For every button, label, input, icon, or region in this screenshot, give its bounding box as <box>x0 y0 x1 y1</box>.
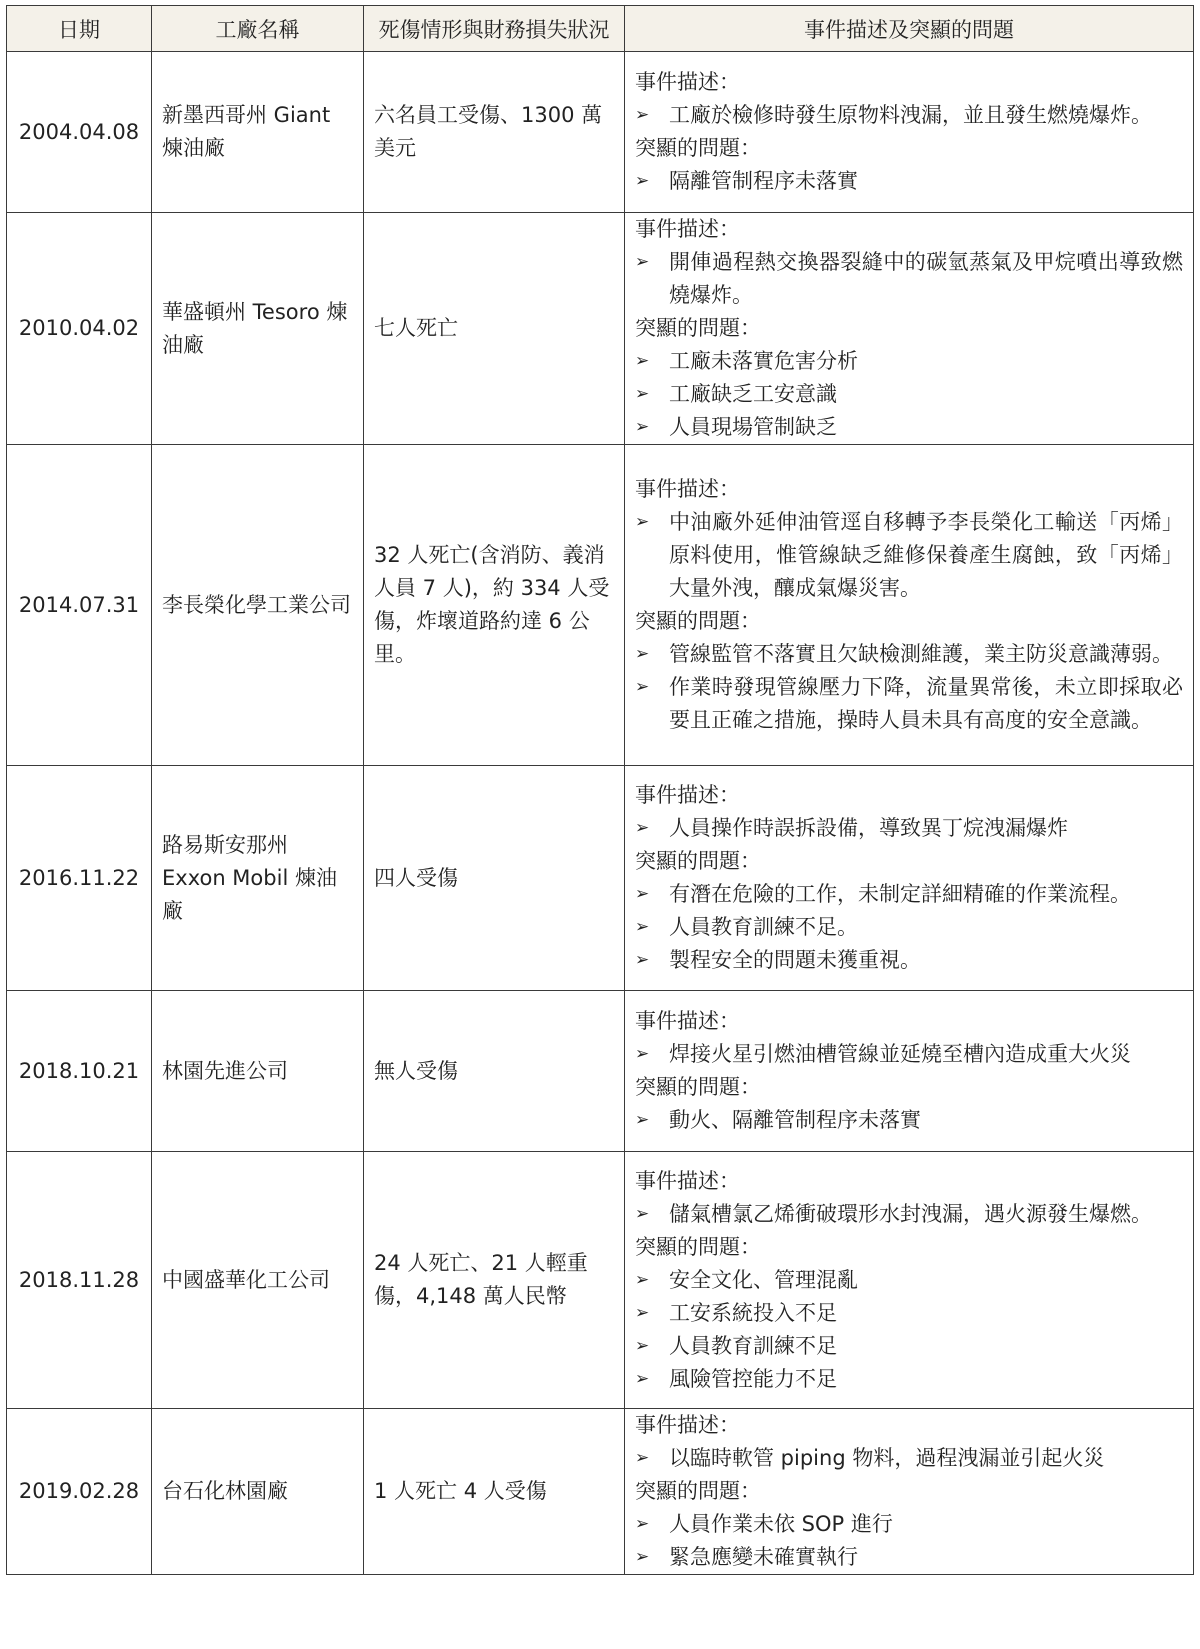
table-row <box>7 445 1194 766</box>
issue-item <box>635 638 1183 671</box>
arrow-bullet-icon: ➢ <box>635 917 650 937</box>
issues-label: 突顯的問題： <box>635 1234 761 1259</box>
arrow-bullet-icon: ➢ <box>635 417 650 437</box>
factory-cell: 路易斯安那州 Exxon Mobil 煉油廠 <box>152 766 364 991</box>
arrow-bullet-icon: ➢ <box>635 644 650 664</box>
factory-cell: 新墨西哥州 Giant 煉油廠 <box>152 52 364 213</box>
arrow-bullet-icon: ➢ <box>635 105 650 125</box>
issue-item-text: 工廠缺乏工安意識 <box>669 382 837 406</box>
table-row <box>7 213 1194 445</box>
description-label: 事件描述： <box>635 1168 740 1193</box>
description-item <box>635 1442 1183 1475</box>
issues-label: 突顯的問題： <box>635 136 761 160</box>
date-cell: 2004.04.08 <box>7 52 152 213</box>
factory-cell: 林園先進公司 <box>152 991 364 1152</box>
issue-item <box>635 378 1183 411</box>
casualty-cell: 六名員工受傷、1300 萬美元 <box>364 52 625 213</box>
date-cell: 2014.07.31 <box>7 445 152 766</box>
header-date: 日期 <box>7 6 152 52</box>
arrow-bullet-icon: ➢ <box>635 884 650 904</box>
table-row <box>7 1152 1194 1409</box>
description-item <box>635 246 1183 312</box>
issue-item <box>635 1264 1183 1297</box>
arrow-bullet-icon: ➢ <box>635 1203 650 1224</box>
description-item-text: 以臨時軟管 piping 物料，過程洩漏並引起火災 <box>669 1446 1105 1470</box>
date-cell: 2018.10.21 <box>7 991 152 1152</box>
issue-item-text: 人員作業未依 SOP 進行 <box>669 1512 893 1536</box>
arrow-bullet-icon: ➢ <box>635 950 650 970</box>
description-item-text: 開俥過程熱交換器裂縫中的碳氫蒸氣及甲烷噴出導致燃燒爆炸。 <box>669 250 1183 307</box>
arrow-bullet-icon: ➢ <box>635 818 650 838</box>
event-cell <box>625 766 1194 991</box>
issue-item <box>635 1541 1183 1574</box>
issue-item <box>635 345 1183 378</box>
description-label: 事件描述： <box>635 1413 740 1437</box>
factory-cell: 華盛頓州 Tesoro 煉油廠 <box>152 213 364 445</box>
issue-item-text: 人員教育訓練不足 <box>669 1333 837 1358</box>
arrow-bullet-icon: ➢ <box>635 1547 650 1567</box>
description-item <box>635 812 1183 845</box>
issue-item-text: 人員現場管制缺乏 <box>669 415 837 439</box>
header-casualty: 死傷情形與財務損失狀況 <box>364 6 625 52</box>
description-item-text: 人員操作時誤拆設備，導致異丁烷洩漏爆炸 <box>669 816 1068 840</box>
issue-item-text: 管線監管不落實且欠缺檢測維護，業主防災意識薄弱。 <box>669 642 1173 666</box>
event-cell <box>625 52 1194 213</box>
arrow-bullet-icon: ➢ <box>635 1269 650 1290</box>
issues-label: 突顯的問題： <box>635 609 761 633</box>
issues-label: 突顯的問題： <box>635 316 761 340</box>
table-row <box>7 766 1194 991</box>
casualty-cell: 1 人死亡 4 人受傷 <box>364 1409 625 1575</box>
issue-item <box>635 911 1183 944</box>
casualty-cell: 四人受傷 <box>364 766 625 991</box>
description-item-text: 工廠於檢修時發生原物料洩漏，並且發生燃燒爆炸。 <box>669 103 1152 127</box>
casualty-cell: 32 人死亡(含消防、義消人員 7 人)，約 334 人受傷，炸壞道路約達 6 公里。 <box>364 445 625 766</box>
arrow-bullet-icon: ➢ <box>635 1448 650 1468</box>
arrow-bullet-icon: ➢ <box>635 252 650 272</box>
issue-item <box>635 1330 1183 1363</box>
issue-item <box>635 1363 1183 1396</box>
description-label: 事件描述： <box>635 70 740 94</box>
arrow-bullet-icon: ➢ <box>635 1514 650 1534</box>
issue-item-text: 人員教育訓練不足。 <box>669 915 858 939</box>
description-label: 事件描述： <box>635 1009 740 1033</box>
description-label: 事件描述： <box>635 783 740 807</box>
issue-item <box>635 411 1183 444</box>
description-label: 事件描述： <box>635 217 740 241</box>
arrow-bullet-icon: ➢ <box>635 1044 650 1064</box>
date-cell: 2018.11.28 <box>7 1152 152 1409</box>
issue-item-text: 工安系統投入不足 <box>669 1300 837 1325</box>
event-cell <box>625 1152 1194 1409</box>
table-row <box>7 52 1194 213</box>
arrow-bullet-icon: ➢ <box>635 1302 650 1323</box>
arrow-bullet-icon: ➢ <box>635 512 650 532</box>
casualty-cell: 七人死亡 <box>364 213 625 445</box>
factory-cell: 中國盛華化工公司 <box>152 1152 364 1409</box>
header-event: 事件描述及突顯的問題 <box>625 6 1194 52</box>
issue-item <box>635 165 1183 198</box>
description-item-text: 中油廠外延伸油管逕自移轉予李長榮化工輸送「丙烯」原料使用，惟管線缺乏維修保養產生腐蝕，致「丙烯」大量外洩，釀成氣爆災害。 <box>669 510 1183 600</box>
date-cell: 2016.11.22 <box>7 766 152 991</box>
issue-item <box>635 878 1183 911</box>
event-cell <box>625 1409 1194 1575</box>
description-item <box>635 99 1183 132</box>
issue-item-text: 動火、隔離管制程序未落實 <box>669 1108 921 1132</box>
description-item <box>635 506 1183 605</box>
event-cell <box>625 991 1194 1152</box>
description-item-text: 焊接火星引燃油槽管線並延燒至槽內造成重大火災 <box>669 1042 1131 1066</box>
event-cell <box>625 445 1194 766</box>
table-row <box>7 1409 1194 1575</box>
arrow-bullet-icon: ➢ <box>635 1110 650 1130</box>
issue-item-text: 有潛在危險的工作，未制定詳細精確的作業流程。 <box>669 882 1131 906</box>
arrow-bullet-icon: ➢ <box>635 351 650 371</box>
date-cell: 2010.04.02 <box>7 213 152 445</box>
issue-item-text: 安全文化、管理混亂 <box>669 1267 858 1292</box>
issues-label: 突顯的問題： <box>635 849 761 873</box>
issue-item <box>635 944 1183 977</box>
arrow-bullet-icon: ➢ <box>635 1335 650 1356</box>
factory-cell: 李長榮化學工業公司 <box>152 445 364 766</box>
issue-item <box>635 671 1183 737</box>
issue-item <box>635 1297 1183 1330</box>
issue-item-text: 緊急應變未確實執行 <box>669 1545 858 1569</box>
issue-item-text: 工廠未落實危害分析 <box>669 349 858 373</box>
arrow-bullet-icon: ➢ <box>635 384 650 404</box>
date-cell: 2019.02.28 <box>7 1409 152 1575</box>
table-row <box>7 991 1194 1152</box>
description-item-text: 儲氣槽氯乙烯衝破環形水封洩漏，遇火源發生爆燃。 <box>669 1201 1152 1226</box>
issue-item-text: 風險管控能力不足 <box>669 1366 837 1391</box>
header-row <box>7 6 1194 52</box>
arrow-bullet-icon: ➢ <box>635 171 650 191</box>
factory-cell: 台石化林園廠 <box>152 1409 364 1575</box>
issue-item-text: 製程安全的問題未獲重視。 <box>669 948 921 972</box>
issue-item-text: 隔離管制程序未落實 <box>669 169 858 193</box>
issues-label: 突顯的問題： <box>635 1479 761 1503</box>
incident-table <box>6 5 1194 1575</box>
arrow-bullet-icon: ➢ <box>635 1368 650 1389</box>
issue-item <box>635 1104 1183 1137</box>
event-cell <box>625 213 1194 445</box>
description-label: 事件描述： <box>635 477 740 501</box>
issue-item-text: 作業時發現管線壓力下降，流量異常後，未立即採取必要且正確之措施，操時人員未具有高度的安全意識。 <box>669 675 1183 732</box>
description-item <box>635 1198 1183 1231</box>
description-item <box>635 1038 1183 1071</box>
arrow-bullet-icon: ➢ <box>635 677 650 697</box>
casualty-cell: 無人受傷 <box>364 991 625 1152</box>
header-factory: 工廠名稱 <box>152 6 364 52</box>
issue-item <box>635 1508 1183 1541</box>
casualty-cell: 24 人死亡、21 人輕重傷，4,148 萬人民幣 <box>364 1152 625 1409</box>
issues-label: 突顯的問題： <box>635 1075 761 1099</box>
